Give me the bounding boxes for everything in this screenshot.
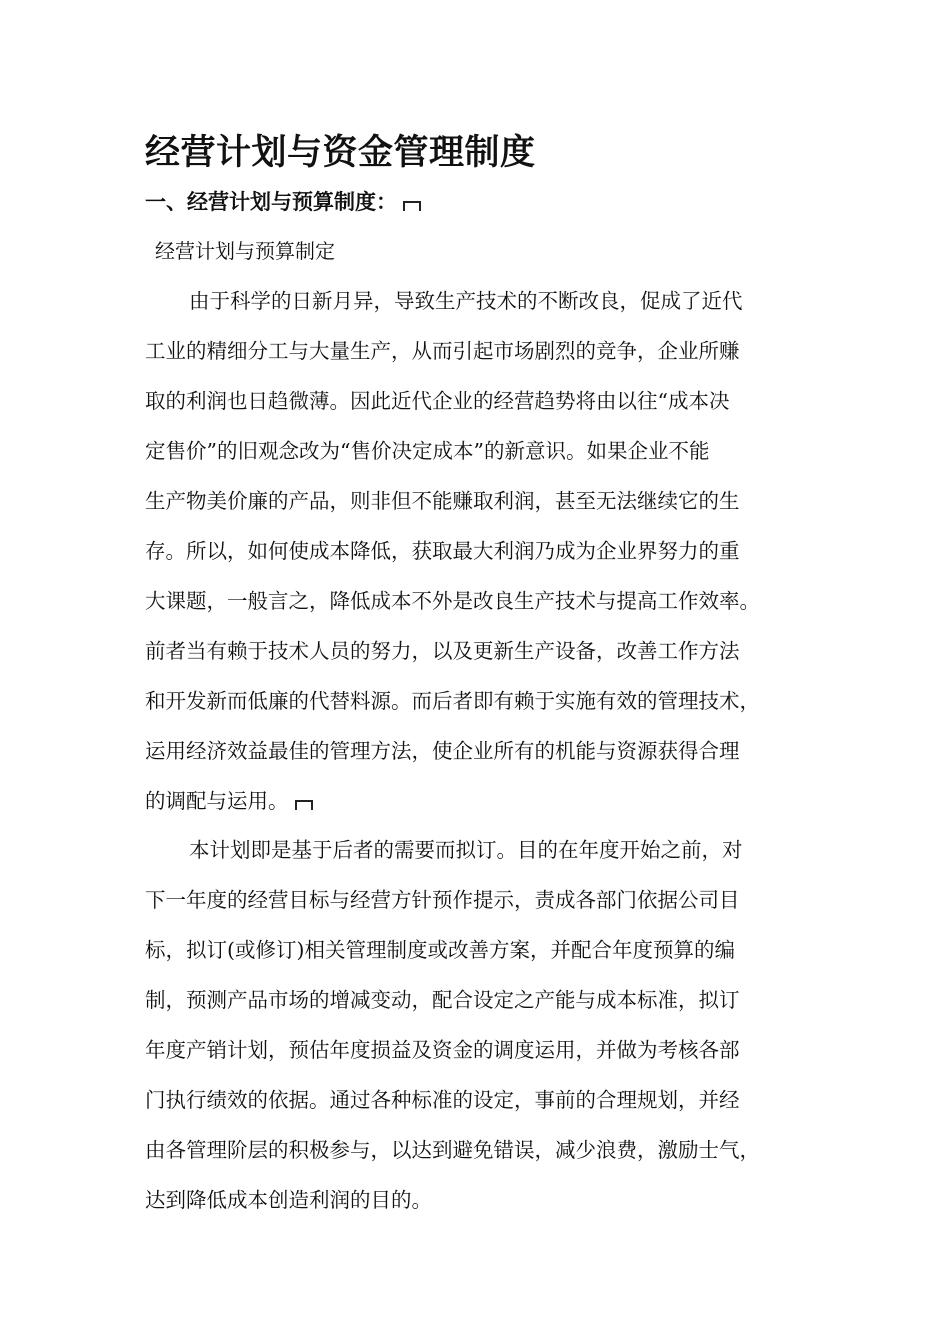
- body-paragraph-1: [145, 276, 825, 826]
- section-heading-text: 一、经营计划与预算制度：: [145, 190, 397, 214]
- paragraph-line-text: 的调配与运用。: [145, 789, 289, 813]
- paragraph-line: 由于科学的日新月异，导致生产技术的不断改良，促成了近代: [189, 289, 743, 313]
- paragraph-line: 运用经济效益最佳的管理方法，使企业所有的机能与资源获得合理: [145, 739, 740, 763]
- paragraph-line: 年度产销计划，预估年度损益及资金的调度运用，并做为考核各部: [145, 1038, 740, 1062]
- paragraph-line: 取的利润也日趋微薄。因此近代企业的经营趋势将由以往“成本决: [145, 389, 730, 413]
- paragraph-line: 存。所以，如何使成本降低，获取最大利润乃成为企业界努力的重: [145, 539, 740, 563]
- paragraph-line: 定售价”的旧观念改为“售价决定成本”的新意识。如果企业不能: [145, 439, 710, 463]
- paragraph-mark-icon: [295, 800, 313, 810]
- paragraph-line-last: [145, 776, 825, 826]
- paragraph-line: 大课题，一般言之，降低成本不外是改良生产技术与提高工作效率。: [145, 589, 760, 613]
- paragraph-mark-icon: [403, 201, 421, 211]
- subheading: 经营计划与预算制定: [155, 239, 335, 263]
- paragraph-line: 门执行绩效的依据。通过各种标准的设定，事前的合理规划，并经: [145, 1088, 740, 1112]
- paragraph-line: 工业的精细分工与大量生产，从而引起市场剧烈的竞争，企业所赚: [145, 339, 740, 363]
- document-title: 经营计划与资金管理制度: [145, 133, 536, 173]
- paragraph-line: 前者当有赖于技术人员的努力，以及更新生产设备，改善工作方法: [145, 639, 740, 663]
- section-heading: [145, 186, 421, 218]
- paragraph-line: 和开发新而低廉的代替料源。而后者即有赖于实施有效的管理技术，: [145, 689, 760, 713]
- paragraph-line: 本计划即是基于后者的需要而拟订。目的在年度开始之前，对: [189, 838, 743, 862]
- paragraph-line: 下一年度的经营目标与经营方针预作提示，责成各部门依据公司目: [145, 888, 740, 912]
- paragraph-line: 由各管理阶层的积极参与，以达到避免错误，减少浪费，激励士气，: [145, 1138, 760, 1162]
- paragraph-line: 生产物美价廉的产品，则非但不能赚取利润，甚至无法继续它的生: [145, 489, 740, 513]
- paragraph-line: 制，预测产品市场的增减变动，配合设定之产能与成本标准，拟订: [145, 988, 740, 1012]
- body-paragraph-2: [145, 825, 825, 1225]
- paragraph-line: 达到降低成本创造利润的目的。: [145, 1188, 432, 1212]
- paragraph-line: 标，拟订(或修订)相关管理制度或改善方案，并配合年度预算的编: [145, 938, 735, 962]
